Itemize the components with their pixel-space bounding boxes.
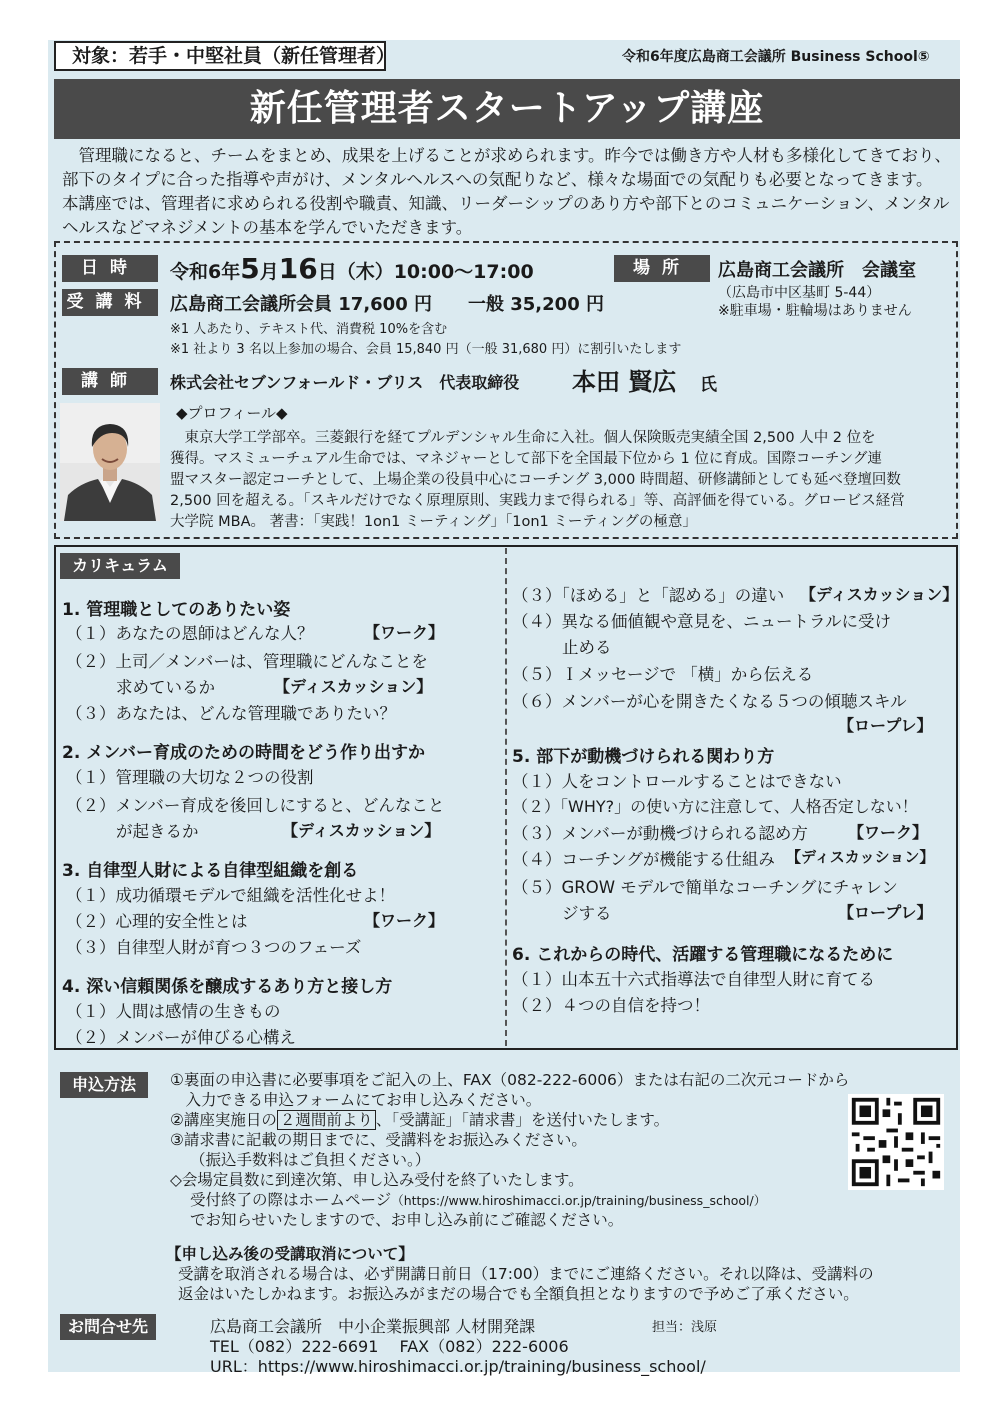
curriculum-item: （１）人間は感情の生きもの — [66, 1002, 281, 1021]
curriculum-item: （４）異なる価値観や意見を、ニュートラルに受け — [512, 612, 892, 631]
venue-address: （広島市中区基町 5-44） — [718, 285, 881, 301]
apply-note-text: 受付終了の際はホームページ — [190, 1191, 392, 1209]
contact-url[interactable]: URL：https://www.hiroshimacci.or.jp/training/business_school/ — [210, 1357, 706, 1376]
curriculum-item: （３）あなたは、どんな管理職でありたい？ — [66, 704, 396, 723]
date-label: 日時 — [62, 255, 158, 282]
apply-step: 入力できる申込フォームにてお申し込みください。 — [170, 1091, 542, 1109]
cancel-heading: 【申し込み後の受講取消について】 — [166, 1245, 414, 1263]
curriculum-item: （２）メンバーが伸びる心構え — [66, 1028, 296, 1047]
target-audience-box: 対象：若手・中堅社員（新任管理者） — [54, 41, 386, 71]
curriculum-tag: 【ロープレ】 — [838, 903, 933, 922]
section-heading: 3. 自律型人財による自律型組織を創る — [62, 861, 359, 881]
curriculum-item: （２）メンバー育成を後回しにすると、どんなこと — [66, 796, 445, 815]
apply-note: （振込手数料はご負担ください。） — [190, 1151, 431, 1169]
curriculum-tag: 【ディスカッション】 — [282, 821, 441, 840]
profile-line: 盟マスター認定コーチとして、上場企業の役員中心にコーチング 3,000 時間超、研修講師としても延べ登壇回数 — [170, 472, 901, 488]
contact-phone-fax: TEL（082）222-6691 FAX（082）222-6006 — [210, 1337, 569, 1356]
curriculum-item: （２）上司／メンバーは、管理職にどんなことを — [66, 652, 428, 671]
curriculum-item: （３）メンバーが動機づけられる認め方 — [512, 824, 808, 843]
curriculum-item: （１）山本五十六式指導法で自律型人財に育てる — [512, 970, 875, 989]
curriculum-item: （２）心理的安全性とは — [66, 912, 248, 931]
apply-step: ③請求書に記載の期日までに、受講料をお振込みください。 — [170, 1131, 587, 1149]
qr-code[interactable] — [848, 1094, 944, 1190]
apply-note: でお知らせいたしますので、お申し込み前にご確認ください。 — [190, 1211, 624, 1229]
contact-org: 広島商工会議所 中小企業振興部 人材開発課 — [210, 1317, 536, 1336]
apply-url[interactable]: （https://www.hiroshimacci.or.jp/training/business_school/） — [391, 1193, 767, 1208]
curriculum-item: （１）人をコントロールすることはできない — [512, 772, 842, 791]
apply-note — [190, 1188, 766, 1210]
venue-parking-note: ※駐車場・駐輪場はありません — [718, 303, 912, 319]
curriculum-item: （４）コーチングが機能する仕組み — [512, 850, 775, 869]
contact-staff: 担当：浅原 — [652, 1320, 718, 1335]
section-heading: 2. メンバー育成のための時間をどう作り出すか — [62, 743, 426, 763]
curriculum-tag: 【ディスカッション】 — [800, 585, 959, 604]
curriculum-tag: 【ワーク】 — [848, 823, 929, 842]
curriculum-tag: 【ディスカッション】 — [274, 677, 433, 696]
curriculum-item: （３）「ほめる」と「認める」の違い — [512, 586, 785, 605]
profile-heading: ◆プロフィール◆ — [176, 404, 288, 422]
curriculum-item-cont: 止める — [562, 638, 612, 657]
section-heading: 6. これからの時代、活躍する管理職になるために — [512, 945, 894, 965]
apply-step: ◇会場定員数に到達次第、申し込み受付を終了いたします。 — [170, 1171, 584, 1189]
curriculum-item: （２）４つの自信を持つ！ — [512, 996, 710, 1015]
curriculum-item: （１）成功循環モデルで組織を活性化せよ！ — [66, 886, 396, 905]
fee-note: ※1 人あたり、テキスト代、消費税 10%を含む — [170, 322, 448, 337]
apply-label: 申込方法 — [60, 1072, 148, 1098]
curriculum-divider — [505, 548, 507, 1046]
curriculum-item: （５）Ｉメッセージで 「横」から伝える — [512, 665, 814, 684]
series-label: 令和6年度広島商工会議所 Business School⑤ — [622, 49, 930, 65]
date-prefix: 令和6年 — [170, 261, 241, 283]
curriculum-tag: 【ロープレ】 — [838, 716, 933, 735]
curriculum-item: （６）メンバーが心を開きたくなる５つの傾聴スキル — [512, 692, 907, 711]
venue-name: 広島商工会議所 会議室 — [718, 260, 916, 281]
profile-line: 大学院 MBA。 著書：「実践！1on1 ミーティング」「1on1 ミーティングの極意」 — [170, 514, 697, 530]
curriculum-item-cont: が起きるか — [116, 822, 199, 841]
date-value — [170, 253, 534, 288]
curriculum-item: （５）GROW モデルで簡単なコーチングにチャレン — [512, 878, 898, 897]
page-title: 新任管理者スタートアップ講座 — [249, 88, 765, 129]
curriculum-item-cont: ジする — [562, 904, 612, 923]
curriculum-item: （１）あなたの恩師はどんな人？ — [66, 624, 314, 643]
apply-deadline-box: ２週間前より — [277, 1110, 376, 1130]
apply-step-text: ②講座実施日の — [170, 1111, 277, 1129]
curriculum-tag: 【ワーク】 — [364, 911, 445, 930]
intro-line: 本講座では、管理者に求められる役割や職責、知識、リーダーシップのあり方や部下とのコミュニケーション、メンタル — [62, 194, 950, 213]
intro-line: 管理職になると、チームをまとめ、成果を上げることが求められます。昨今では働き方や人材も多様化してきており、 — [62, 146, 952, 165]
fee-label: 受講料 — [62, 289, 158, 316]
section-heading: 4. 深い信頼関係を醸成するあり方と接し方 — [62, 977, 393, 997]
section-heading: 5. 部下が動機づけられる関わり方 — [512, 747, 775, 767]
curriculum-tag: 【ワーク】 — [364, 623, 445, 642]
date-month-unit: 月 — [259, 261, 279, 283]
fee-discount-note: ※1 社より 3 名以上参加の場合、会員 15,840 円（一般 31,680 円）に割引いたします — [170, 342, 682, 357]
contact-label: お問合せ先 — [60, 1314, 156, 1340]
date-month: 5 — [240, 252, 260, 285]
intro-line: 部下のタイプに合った指導や声がけ、メンタルヘルスへの気配りなど、様々な場面での気配りも必要となってきます。 — [62, 170, 933, 189]
profile-line: 獲得。マスミューチュアル生命では、マネジャーとして部下を全国最下位から 1 位に育成。国際コーチング連 — [170, 451, 882, 467]
lecturer-name: 本田 賢広 — [572, 368, 677, 396]
venue-label: 場所 — [614, 255, 710, 282]
lecturer-company: 株式会社セブンフォールド・ブリス 代表取締役 — [170, 373, 520, 392]
cancel-text: 返金はいたしかねます。お振込みがまだの場合でも全額負担となりますので予めご了承ください。 — [178, 1285, 859, 1303]
curriculum-item-cont: 求めているか — [116, 678, 215, 697]
curriculum-item: （１）管理職の大切な２つの役割 — [66, 768, 314, 787]
profile-line: 2,500 回を超える。「スキルだけでなく原理原則、実践力まで得られる」等、高評価を得ている。グロービス経営 — [170, 493, 905, 509]
lecturer-photo — [60, 403, 160, 521]
curriculum-label: カリキュラム — [60, 553, 180, 579]
intro-line: ヘルスなどマネジメントの基本を学んでいただきます。 — [62, 218, 473, 237]
curriculum-item: （２）「WHY?」の使い方に注意して、人格否定しない！ — [512, 797, 918, 816]
lecturer-honorific: 氏 — [700, 375, 717, 395]
curriculum-item: （３）自律型人財が育つ３つのフェーズ — [66, 938, 362, 957]
date-suffix: 日（木）10:00～17:00 — [317, 261, 534, 283]
lecturer-label: 講師 — [62, 368, 158, 395]
date-day: 16 — [278, 252, 318, 285]
fee-value: 広島商工会議所会員 17,600 円 一般 35,200 円 — [170, 294, 604, 315]
apply-step: ①裏面の申込書に必要事項をご記入の上、FAX（082-222-6006）または右記の二次元コードから — [170, 1071, 850, 1089]
profile-line: 東京大学工学部卒。三菱銀行を経てプルデンシャル生命に入社。個人保険販売実績全国 2,500 人中 2 位を — [170, 430, 876, 446]
apply-step — [170, 1108, 669, 1130]
section-heading: 1. 管理職としてのありたい姿 — [62, 600, 291, 620]
curriculum-tag: 【ディスカッション】 — [786, 848, 935, 866]
apply-step-text: 、「受講証」「請求書」を送付いたします。 — [375, 1111, 670, 1129]
cancel-text: 受講を取消される場合は、必ず開講日前日（17:00）までにご連絡ください。それ以降は、受講料の — [178, 1265, 874, 1283]
